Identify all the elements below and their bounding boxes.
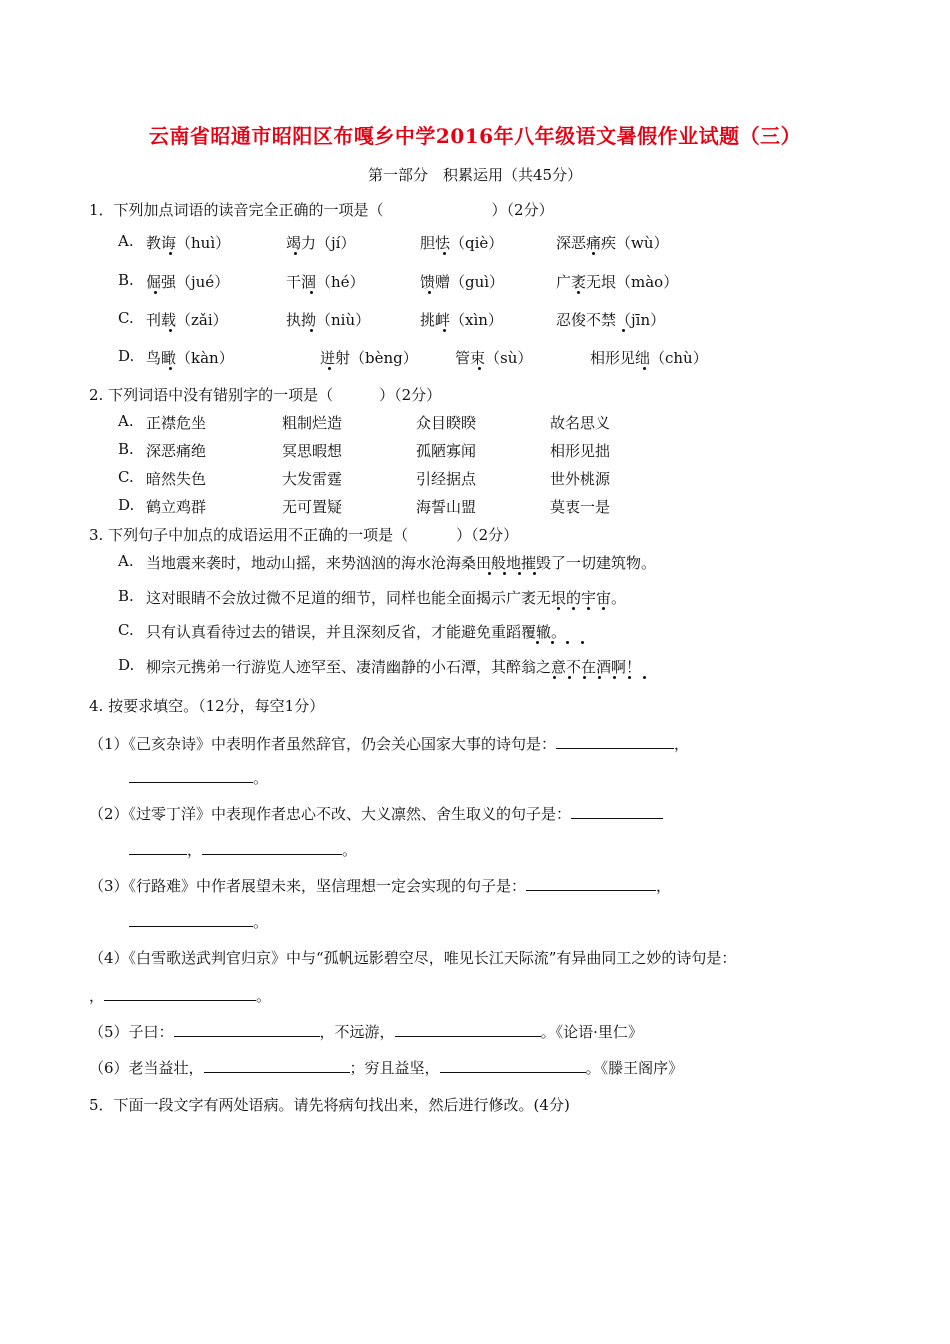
q1-option-d-label: D. bbox=[118, 347, 135, 365]
q1-option-b-item: 干涸（hé） bbox=[286, 273, 365, 291]
q4-stem: 4. 按要求填空。（12分，每空1分） bbox=[89, 697, 325, 715]
answer-blank[interactable] bbox=[129, 839, 187, 855]
emphasis-dot bbox=[443, 252, 446, 255]
emphasis-dot bbox=[566, 641, 569, 644]
emphasis-dot bbox=[643, 367, 646, 370]
emphasis-dot bbox=[592, 252, 595, 255]
emphasis-dot bbox=[428, 291, 431, 294]
q1-option-d-item: 迸射（bèng） bbox=[320, 349, 418, 367]
q3-option-c-label: C. bbox=[118, 621, 134, 639]
q2-stem: 2. 下列词语中没有错别字的一项是（ ）（2分） bbox=[89, 386, 442, 404]
emphasis-dot bbox=[577, 291, 580, 294]
q2-option-d-item: 莫衷一是 bbox=[550, 498, 611, 516]
emphasis-dot bbox=[518, 572, 521, 575]
q3-stem: 3. 下列句子中加点的成语运用不正确的一项是（ ）（2分） bbox=[89, 526, 519, 544]
q1-option-a-item: 深恶痛疾（wù） bbox=[556, 234, 669, 252]
q5-stem: 5．下面一段文字有两处语病。请先将病句找出来，然后进行修改。(4分) bbox=[89, 1096, 570, 1114]
q1-option-c-label: C. bbox=[118, 309, 134, 327]
q1-option-b-item: 广袤无垠（mào） bbox=[556, 273, 679, 291]
q1-option-b-label: B. bbox=[118, 271, 134, 289]
section-heading: 第一部分 积累运用（共45分） bbox=[367, 166, 583, 184]
q4-item-3: （3）《行路难》中作者展望未来，坚信理想一定会实现的句子是： ， bbox=[89, 877, 672, 895]
answer-blank[interactable] bbox=[129, 767, 253, 783]
emphasis-dot bbox=[328, 367, 331, 370]
q4-item-4: （4）《白雪歌送武判官归京》中与“孤帆远影碧空尽，唯见长江天际流”有异曲同工之妙的诗句是： bbox=[89, 949, 737, 967]
emphasis-dot bbox=[628, 676, 631, 679]
q1-option-b-item: 馈赠（guì） bbox=[420, 273, 505, 291]
q4-item-6: （6）老当益壮， ；穷且益坚， 。《滕王阁序》 bbox=[89, 1059, 684, 1077]
q1-option-b-item: 倔强（jué） bbox=[146, 273, 230, 291]
q3-option-b-text: 这对眼睛不会放过微不足道的细节，同样也能全面揭示广袤无垠的宇宙。 bbox=[146, 589, 627, 607]
q2-option-a-item: 粗制烂造 bbox=[282, 414, 343, 432]
q1-option-a-item: 教诲（huì） bbox=[146, 234, 231, 252]
q3-option-d-label: D. bbox=[118, 656, 135, 674]
q2-option-b-item: 深恶痛绝 bbox=[146, 442, 207, 460]
q4-item-5: （5）子曰： ，不远游， 。《论语·里仁》 bbox=[89, 1023, 643, 1041]
emphasis-dot bbox=[443, 329, 446, 332]
q3-option-c-text: 只有认真看待过去的错误，并且深刻反省，才能避免重蹈覆辙。 bbox=[146, 623, 567, 641]
q2-option-d-item: 无可置疑 bbox=[282, 498, 343, 516]
answer-blank[interactable] bbox=[174, 1021, 320, 1037]
emphasis-dot bbox=[154, 291, 157, 294]
q2-option-a-item: 众目睽睽 bbox=[416, 414, 477, 432]
emphasis-dot bbox=[169, 367, 172, 370]
q3-option-a-text: 当地震来袭时，地动山摇，来势汹汹的海水沧海桑田般地摧毁了一切建筑物。 bbox=[146, 554, 657, 572]
q4-item-1: （1）《己亥杂诗》中表明作者虽然辞官，仍会关心国家大事的诗句是： ， bbox=[89, 735, 690, 753]
q2-option-d-item: 鹤立鸡群 bbox=[146, 498, 207, 516]
q2-option-c-label: C. bbox=[118, 468, 134, 486]
q4-item-4-line2: ， 。 bbox=[89, 987, 272, 1005]
emphasis-dot bbox=[557, 607, 560, 610]
q1-option-d-item: 相形见绌（chù） bbox=[590, 349, 708, 367]
answer-blank[interactable] bbox=[202, 839, 342, 855]
q2-option-c-item: 暗然失色 bbox=[146, 470, 207, 488]
emphasis-dot bbox=[551, 641, 554, 644]
answer-blank[interactable] bbox=[571, 803, 663, 819]
q1-option-c-item: 忍俊不禁（jīn） bbox=[556, 311, 666, 329]
q2-option-b-item: 相形见拙 bbox=[550, 442, 611, 460]
emphasis-dot bbox=[536, 641, 539, 644]
q2-option-a-label: A. bbox=[118, 412, 134, 430]
q1-option-a-item: 竭力（jí） bbox=[286, 234, 356, 252]
emphasis-dot bbox=[169, 252, 172, 255]
q1-option-c-item: 执拗（niù） bbox=[286, 311, 371, 329]
emphasis-dot bbox=[503, 572, 506, 575]
page-title: 云南省昭通市昭阳区布嘎乡中学2016年八年级语文暑假作业试题（三） bbox=[148, 124, 802, 148]
emphasis-dot bbox=[310, 291, 313, 294]
q2-option-d-item: 海誓山盟 bbox=[416, 498, 477, 516]
q1-option-a-item: 胆怯（qiè） bbox=[420, 234, 504, 252]
emphasis-dot bbox=[310, 329, 313, 332]
emphasis-dot bbox=[602, 607, 605, 610]
emphasis-dot bbox=[613, 676, 616, 679]
emphasis-dot bbox=[568, 676, 571, 679]
q3-option-b-label: B. bbox=[118, 587, 134, 605]
emphasis-dot bbox=[583, 676, 586, 679]
q3-option-d-text: 柳宗元携弟一行游览人迹罕至、凄清幽静的小石潭，其醉翁之意不在酒啊！ bbox=[146, 658, 642, 676]
q2-option-a-item: 正襟危坐 bbox=[146, 414, 207, 432]
emphasis-dot bbox=[572, 607, 575, 610]
emphasis-dot bbox=[598, 676, 601, 679]
emphasis-dot bbox=[488, 572, 491, 575]
q2-option-b-item: 冥思暇想 bbox=[282, 442, 343, 460]
answer-blank[interactable] bbox=[556, 733, 674, 749]
q1-option-d-item: 管束（sù） bbox=[455, 349, 533, 367]
q2-option-b-label: B. bbox=[118, 440, 134, 458]
answer-blank[interactable] bbox=[204, 1057, 350, 1073]
emphasis-dot bbox=[533, 572, 536, 575]
q3-option-a-label: A. bbox=[118, 552, 134, 570]
answer-blank[interactable] bbox=[526, 875, 656, 891]
q4-item-3-line2: 。 bbox=[129, 911, 268, 932]
q1-stem: 1．下列加点词语的读音完全正确的一项是（ ）（2分） bbox=[89, 201, 554, 219]
emphasis-dot bbox=[581, 641, 584, 644]
emphasis-dot bbox=[553, 676, 556, 679]
q4-item-2: （2）《过零丁洋》中表现作者忠心不改、大义凛然、舍生取义的句子是： bbox=[89, 803, 663, 824]
answer-blank[interactable] bbox=[440, 1057, 586, 1073]
q1-option-c-item: 刊载（zǎi） bbox=[146, 311, 228, 329]
q2-option-d-label: D. bbox=[118, 496, 135, 514]
q1-option-c-item: 挑衅（xìn） bbox=[420, 311, 503, 329]
answer-blank[interactable] bbox=[129, 911, 253, 927]
emphasis-dot bbox=[643, 676, 646, 679]
emphasis-dot bbox=[294, 252, 297, 255]
q1-option-d-item: 鸟瞰（kàn） bbox=[146, 349, 234, 367]
q4-item-1-line2: 。 bbox=[129, 767, 268, 788]
emphasis-dot bbox=[622, 329, 625, 332]
answer-blank[interactable] bbox=[104, 985, 256, 1001]
emphasis-dot bbox=[169, 329, 172, 332]
emphasis-dot bbox=[478, 367, 481, 370]
q2-option-c-item: 大发雷霆 bbox=[282, 470, 343, 488]
q2-option-c-item: 世外桃源 bbox=[550, 470, 611, 488]
emphasis-dot bbox=[587, 607, 590, 610]
q2-option-c-item: 引经据点 bbox=[416, 470, 477, 488]
q1-option-a-label: A. bbox=[118, 232, 134, 250]
q4-item-2-line2: ， 。 bbox=[129, 839, 357, 860]
answer-blank[interactable] bbox=[395, 1021, 541, 1037]
q2-option-b-item: 孤陋寡闻 bbox=[416, 442, 477, 460]
q2-option-a-item: 故名思义 bbox=[550, 414, 611, 432]
